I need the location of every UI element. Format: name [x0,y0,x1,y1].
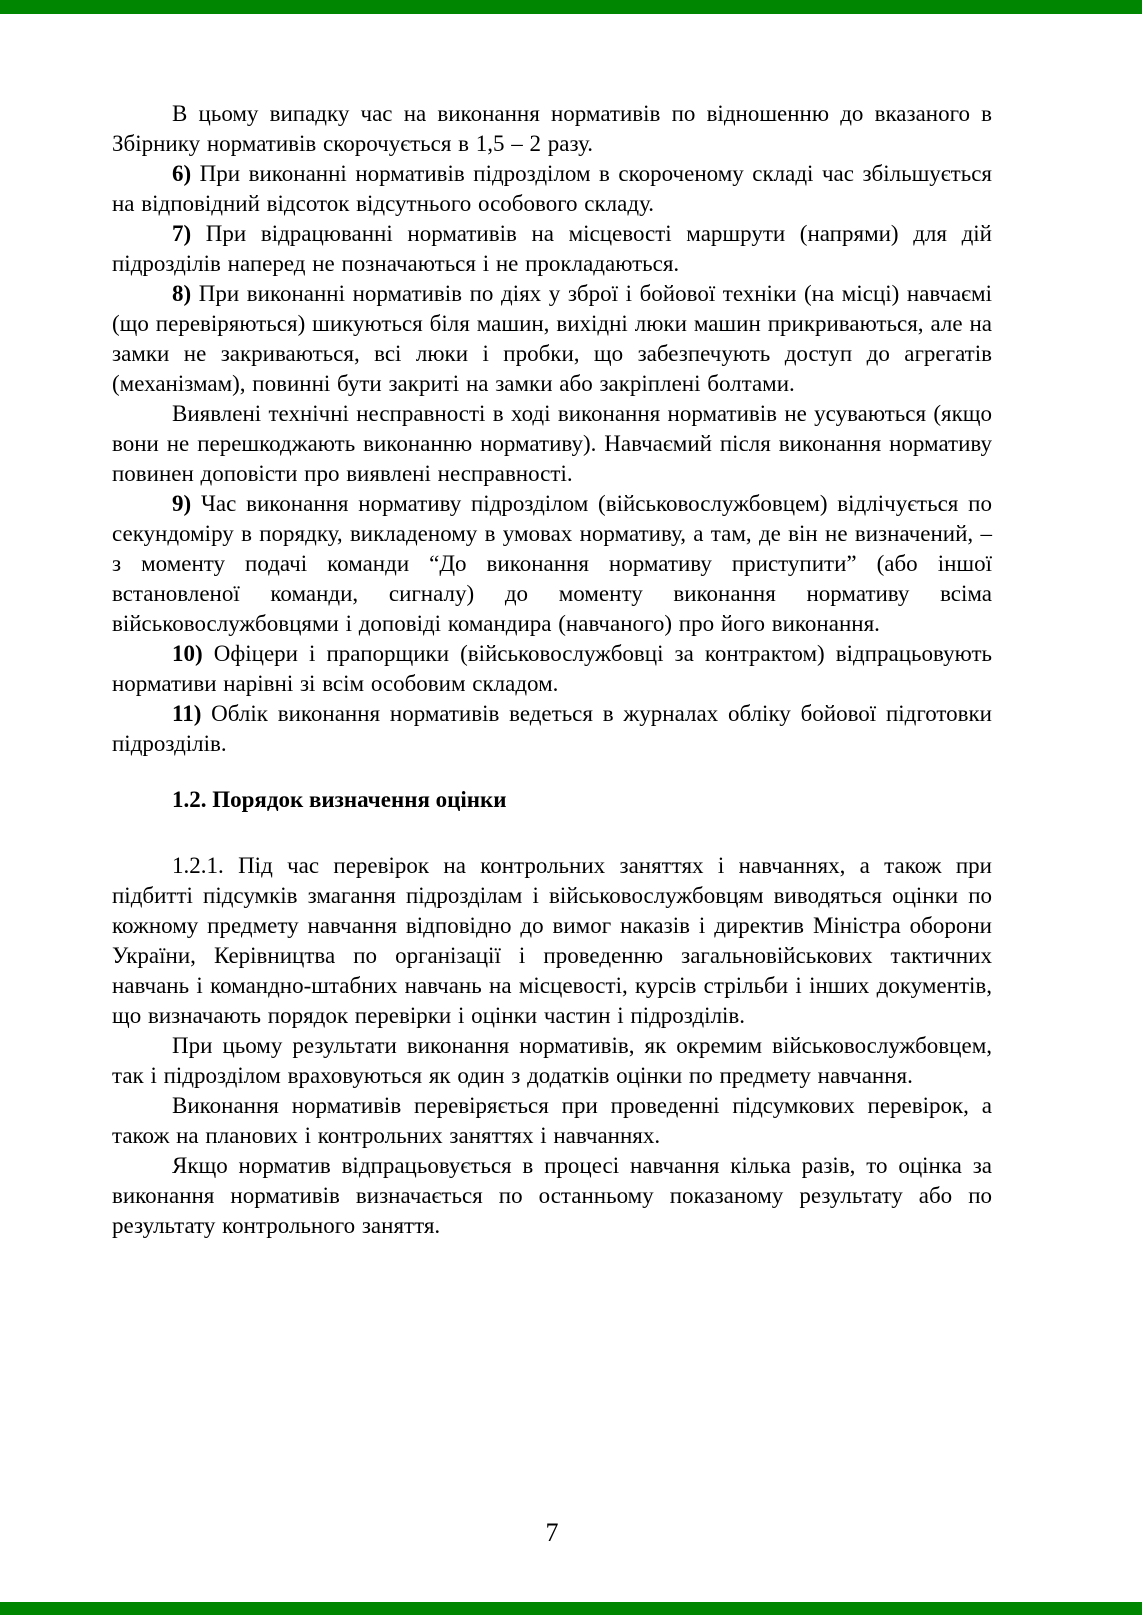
page-number: 7 [545,1518,559,1547]
paragraph-number: 9) [172,491,192,516]
section-general-provisions [112,99,992,759]
top-edge-artifact-bar [0,0,1142,14]
paragraph: Виконання нормативів перевіряється при проведенні підсумкових перевірок, а також на планових і контрольних заняттях і навчаннях. [112,1093,992,1148]
paragraph-number: 7) [172,221,192,246]
paragraph-number: 6) [172,161,192,186]
paragraph: В цьому випадку час на виконання нормативів по відношенню до вказаного в Збірнику нормативів скорочується в 1,5 – 2 разу. [112,101,992,156]
paragraph: 6) При виконанні нормативів підрозділом в скороченому складі час збільшується на відповідний відсоток відсутнього особового складу. [112,161,992,216]
paragraph: Якщо норматив відпрацьовується в процесі навчання кілька разів, то оцінка за виконання нормативів визначається по останньому показаному результату або по результату контрольного заняття. [112,1153,992,1238]
paragraph: 11) Облік виконання нормативів ведеться в журналах обліку бойової підготовки підрозділів. [112,701,992,756]
paragraph: Виявлені технічні несправності в ході виконання нормативів не усуваються (якщо вони не перешкоджають виконанню нормативу). Навчаємий після виконання нормативу повинен доповісти про виявлені несправності. [112,401,992,486]
paragraph: 7) При відрацюванні нормативів на місцевості маршрути (напрями) для дій підрозділів наперед не позначаються і не прокладаються. [112,221,992,276]
paragraph: 10) Офіцери і прапорщики (військовослужбовці за контрактом) відпрацьовують нормативи нарівні зі всім особовим складом. [112,641,992,696]
paragraph: При цьому результати виконання нормативів, як окремим військовослужбовцем, так і підрозділом враховуються як один з додатків оцінки по предмету навчання. [112,1033,992,1088]
paragraph: 9) Час виконання нормативу підрозділом (військовослужбовцем) відлічується по секундоміру в порядку, викладеному в умовах нормативу, а там, де він не визначений, – з моменту подачі команди “До виконання нормативу приступити” (або іншої встановленої команди, сигналу) до моменту виконання нормативу всіма військовослужбовцями і доповіді командира (навчаного) про його виконання. [112,491,992,636]
paragraph: 8) При виконанні нормативів по діях у зброї і бойової техніки (на місці) навчаємі (що перевіряються) шикуються біля машин, вихідні люки машин прикриваються, але на замки не закриваються, всі люки і пробки, що забезпечують доступ до агрегатів (механізмам), повинні бути закриті на замки або закріплені болтами. [112,281,992,396]
section-heading: 1.2. Порядок визначення оцінки [172,787,507,812]
text-block [112,99,992,1241]
paragraph-number: 11) [172,701,202,726]
paragraph-number: 8) [172,281,192,306]
section-grading-procedure [112,851,992,1241]
paragraph-number: 10) [172,641,203,666]
paragraph: 1.2.1. Під час перевірок на контрольних заняттях і навчаннях, а також при підбитті підсумків змагання підрозділам і військовослужбовцям виводяться оцінки по кожному предмету навчання відповідно до вимог наказів і директив Міністра оборони України, Керівництва по організації і проведенню загальновійськових тактичних навчань і командно-штабних навчань на місцевості, курсів стрільби і інших документів, що визначають порядок перевірки і оцінки частин і підрозділів. [112,853,992,1028]
bottom-edge-artifact-bar [0,1602,1142,1615]
